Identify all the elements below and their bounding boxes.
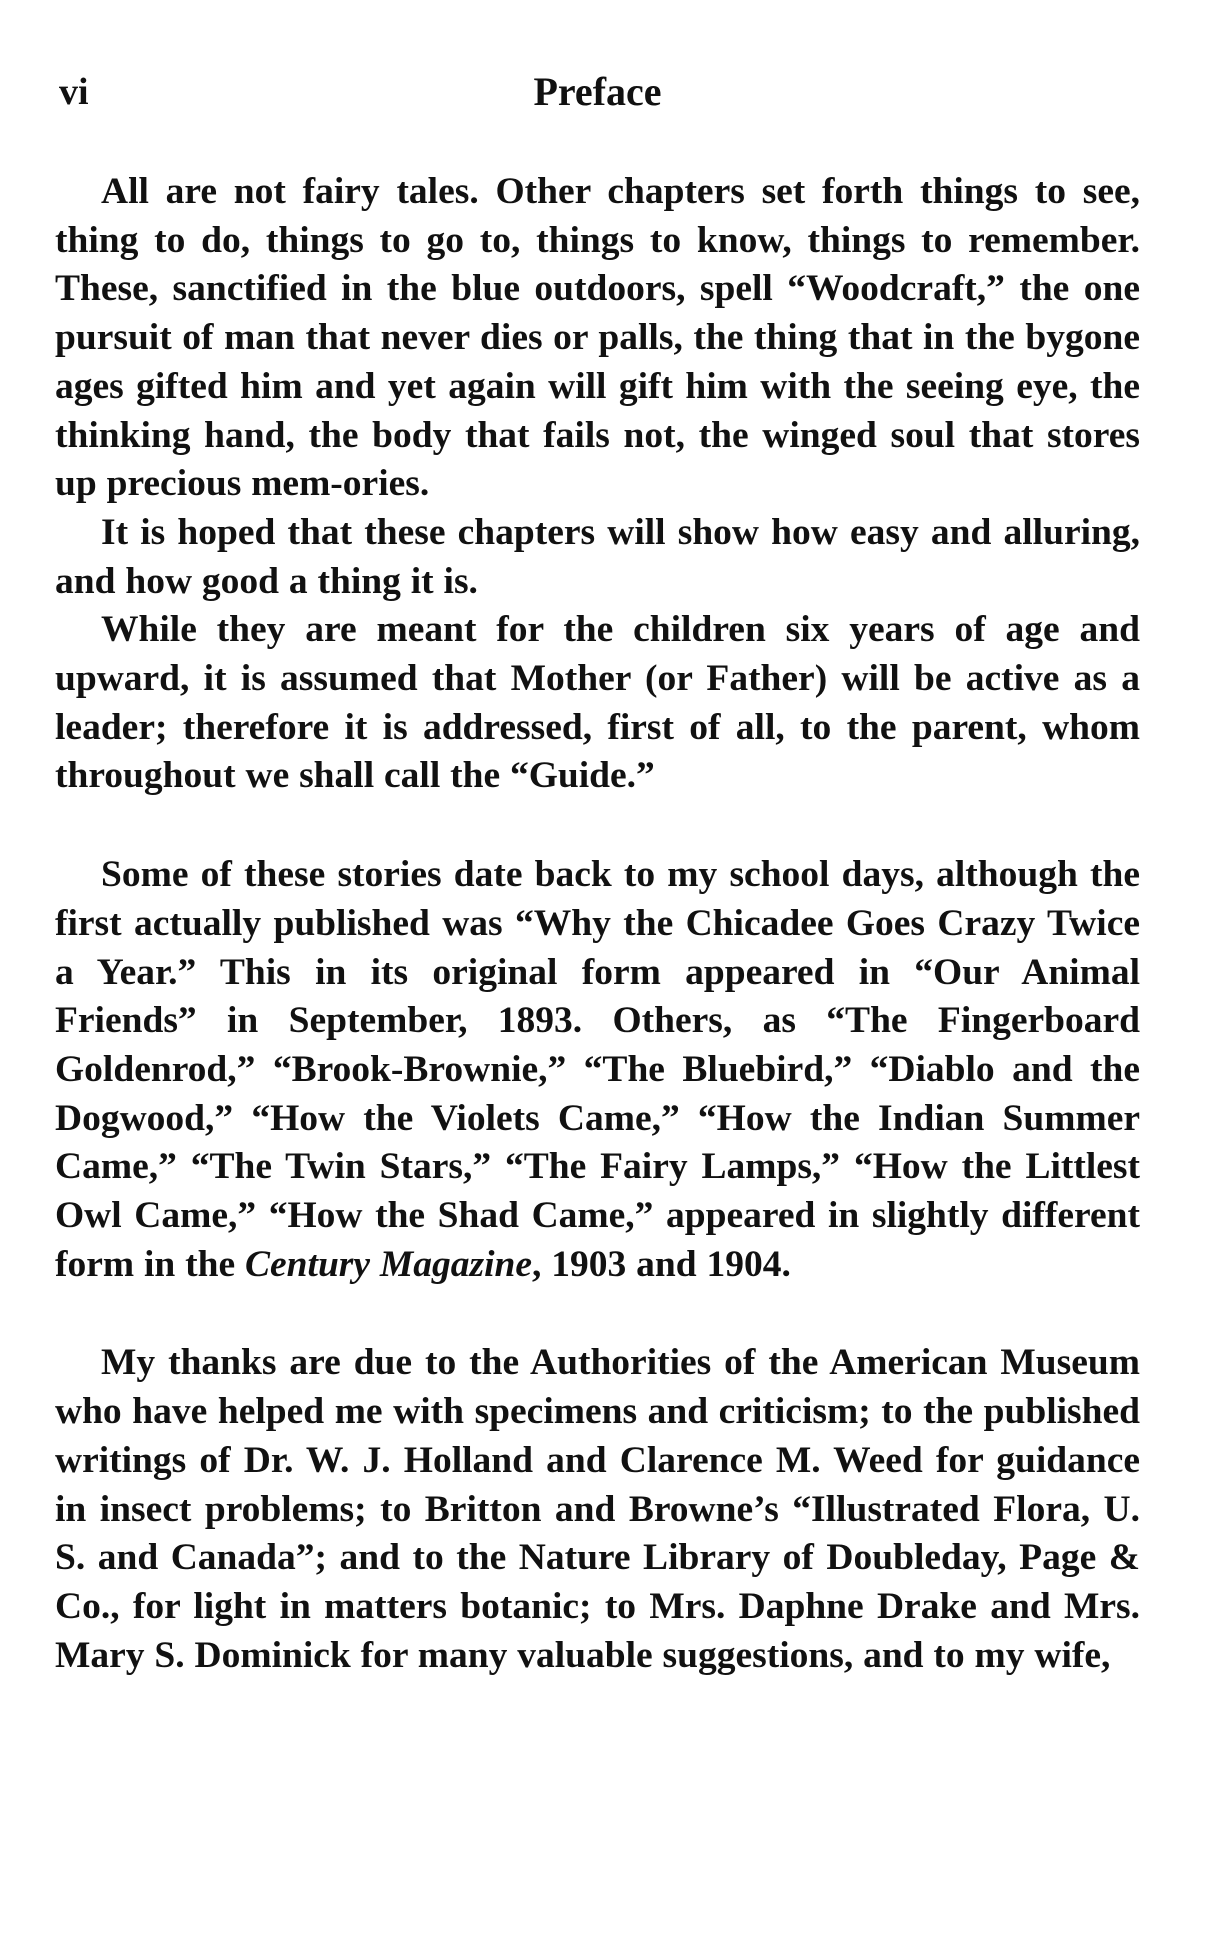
paragraph-children-guide: While they are meant for the children six years of age and upward, it is assumed that Mother (or Father) will be active as a leader; therefore it is addressed, first of all, to the parent, whom throughout we shall call the “Guide.”	[55, 609, 1140, 797]
paragraph-acknowledgements: My thanks are due to the Authorities of the American Museum who have helped me with specimens and criticism; to the published writings of Dr. W. J. Holland and Clarence M. Weed for guidance in insect problems; to Britton and Browne’s “Illustrated Flora, U. S. and Canada”; and to the Nature Library of Doubleday, Page & Co., for light in matters botanic; to Mrs. Daphne Drake and Mrs. Mary S. Dominick for many valuable suggestions, and to my wife,	[55, 1342, 1140, 1676]
page-header	[55, 62, 1140, 122]
section-gap	[55, 801, 1140, 851]
stories-history-years: , 1903 and 1904.	[532, 1243, 791, 1285]
paragraph-stories-history	[55, 851, 1140, 1289]
paragraph-fairy-tales: All are not fairy tales. Other chapters set forth things to see, thing to do, things to go to, things to know, things to remember. These, sanctified in the blue outdoors, spell “Woodcraft,” the one pursuit of man that never dies or palls, the thing that in the bygone ages gifted him and yet again will gift him with the seeing eye, the thinking hand, the body that fails not, the winged soul that stores up precious mem-ories.	[55, 171, 1140, 505]
page-number: vi	[59, 71, 89, 113]
paragraph-chapters-hope: It is hoped that these chapters will show how easy and alluring, and how good a thing it is.	[55, 511, 1140, 602]
magazine-title: Century Magazine	[245, 1243, 533, 1285]
stories-history-text: Some of these stories date back to my school days, although the first actually published was “Why the Chicadee Goes Crazy Twice a Year.” This in its original form appeared in “Our Animal Friends” in September, 1893. Others, as “The Fingerboard Goldenrod,” “Brook-Brownie,” “The Bluebird,” “Diablo and the Dogwood,” “How the Violets Came,” “How the Indian Summer Came,” “The Twin Stars,” “The Fairy Lamps,” “How the Littlest Owl Came,” “How the Shad Came,” appeared in slightly different form in the	[55, 854, 1140, 1285]
book-page	[55, 62, 1140, 1922]
section-gap	[55, 1289, 1140, 1339]
running-title: Preface	[533, 69, 662, 114]
